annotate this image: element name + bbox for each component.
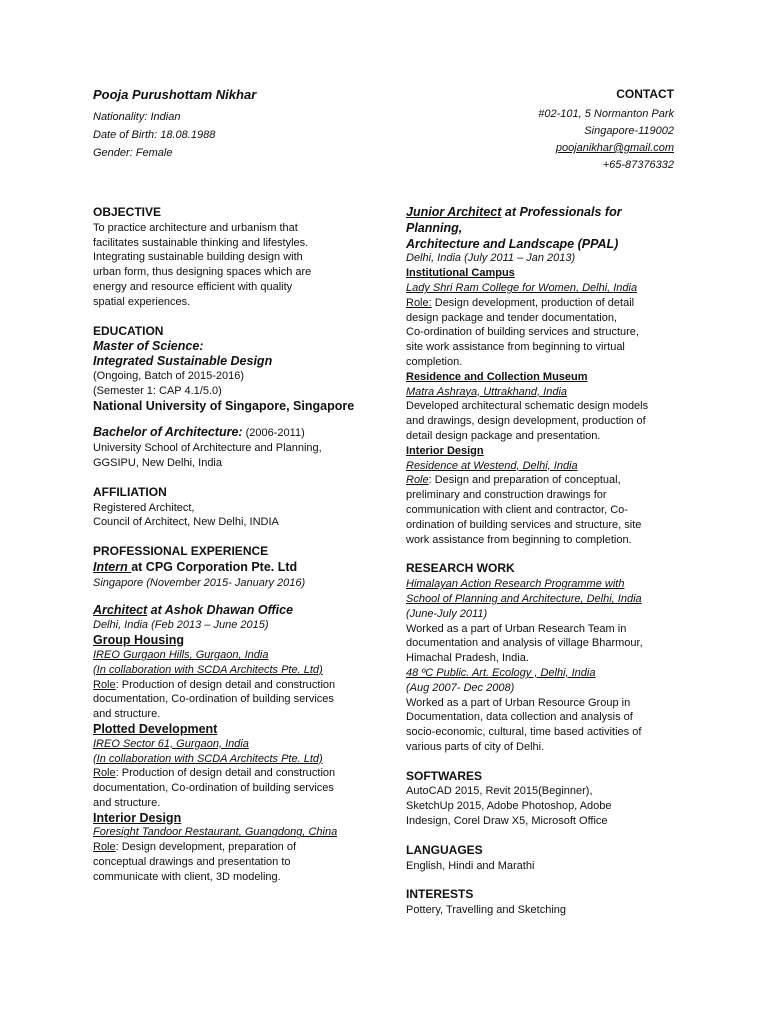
languages-text: English, Hindi and Marathi — [406, 859, 535, 872]
architect-location: Delhi, India (Feb 2013 – June 2015) — [93, 619, 269, 632]
group-housing-collab: (In collaboration with SCDA Architects Pte. Ltd) — [93, 663, 323, 676]
email-link[interactable]: poojanikhar@gmail.com — [555, 142, 674, 154]
bachelors-school: University School of Architecture and Planning, — [93, 442, 322, 455]
role-text: : Production of design detail and construction — [115, 678, 336, 691]
objective-line: energy and resource efficient with quality — [93, 280, 293, 293]
role-text: documentation, Co-ordination of building services — [93, 782, 334, 795]
objective-line: spatial experiences. — [93, 295, 191, 308]
research-desc-1: Himachal Pradesh, India. — [406, 652, 529, 665]
interior-design-title: Interior Design — [406, 444, 484, 457]
role-text: site work assistance from beginning to virtual — [406, 341, 625, 354]
institutional-project: Lady Shri Ram College for Women, Delhi, India — [406, 281, 638, 294]
softwares-line: Indesign, Corel Draw X5, Microsoft Office — [406, 815, 608, 828]
museum-title: Residence and Collection Museum — [406, 370, 588, 383]
role-text: communication with client and contractor, Co- — [406, 503, 628, 516]
phone-number: +65-87376332 — [602, 159, 674, 171]
junior-company: at Professionals for Planning, — [406, 205, 622, 235]
role-text: completion. — [406, 355, 463, 368]
role-label: Role — [406, 474, 429, 487]
role-text: communicate with client, 3D modeling. — [93, 870, 281, 883]
research-desc-2: Worked as a part of Urban Resource Group in — [406, 696, 631, 709]
research-project-2: 48 ºC Public. Art. Ecology , Delhi, India — [406, 666, 596, 679]
role-label: Role — [93, 767, 116, 780]
education-heading: EDUCATION — [93, 323, 164, 338]
masters-batch: (Ongoing, Batch of 2015-2016) — [93, 369, 245, 382]
date-of-birth: Date of Birth: 18.08.1988 — [93, 129, 216, 141]
research-desc-1: documentation and analysis of village Bharmour, — [406, 637, 643, 650]
role-text: and structure. — [93, 708, 161, 721]
left-column — [93, 205, 363, 885]
group-housing-project: IREO Gurgaon Hills, Gurgaon, India — [93, 648, 269, 661]
intern-role: Intern — [93, 559, 132, 574]
contact-heading: CONTACT — [616, 87, 674, 101]
objective-line: urban form, thus designing spaces which are — [93, 266, 312, 279]
bachelors-degree: Bachelor of Architecture: — [93, 425, 243, 440]
role-label: Role — [93, 841, 116, 854]
objective-heading: OBJECTIVE — [93, 205, 162, 219]
group-housing-title: Group Housing — [93, 633, 184, 648]
museum-desc: Developed architectural schematic design models — [406, 400, 649, 413]
address-line-2: Singapore-119002 — [584, 125, 674, 137]
affiliation-line: Council of Architect, New Delhi, INDIA — [93, 516, 279, 529]
contact-block — [354, 87, 674, 174]
research-date-2: (Aug 2007- Dec 2008) — [406, 681, 515, 694]
role-text: preliminary and construction drawings for — [406, 489, 607, 502]
nationality: Nationality: Indian — [93, 111, 181, 123]
interior-project: Foresight Tandoor Restaurant, Guangdong, China — [93, 826, 338, 839]
research-desc-2: Documentation, data collection and analysis of — [406, 711, 633, 724]
objective-line: facilitates sustainable thinking and lifestyles. — [93, 236, 309, 249]
role-label: Role — [93, 678, 116, 691]
right-column — [406, 205, 678, 918]
architect-role: Architect — [93, 602, 148, 617]
objective-line: To practice architecture and urbanism that — [93, 221, 298, 234]
masters-school: National University of Singapore, Singapore — [93, 398, 355, 413]
museum-desc: and drawings, design development, production of — [406, 415, 646, 428]
address-line-1: #02-101, 5 Normanton Park — [538, 108, 674, 120]
plotted-project: IREO Sector 61, Gurgaon, India — [93, 737, 249, 750]
masters-semester: (Semester 1: CAP 4.1/5.0) — [93, 384, 222, 397]
softwares-line: SketchUp 2015, Adobe Photoshop, Adobe — [406, 800, 612, 813]
softwares-line: AutoCAD 2015, Revit 2015(Beginner), — [406, 785, 593, 798]
masters-degree: Master of Science: — [93, 339, 204, 354]
bachelors-school: GGSIPU, New Delhi, India — [93, 456, 222, 469]
affiliation-heading: AFFILIATION — [93, 484, 167, 499]
museum-desc: detail design package and presentation. — [406, 429, 601, 442]
interior-project: Residence at Westend, Delhi, India — [406, 459, 578, 472]
role-text: Design development, production of detail — [431, 296, 635, 309]
research-project-1: School of Planning and Architecture, Delhi, India — [406, 592, 642, 605]
role-text: documentation, Co-ordination of building services — [93, 693, 334, 706]
role-text: work assistance from beginning to completion. — [406, 533, 632, 546]
languages-heading: LANGUAGES — [406, 842, 483, 857]
affiliation-line: Registered Architect, — [93, 501, 195, 514]
softwares-heading: SOFTWARES — [406, 768, 483, 783]
junior-location: Delhi, India (July 2011 – Jan 2013) — [406, 252, 576, 265]
bachelors-years: (2006-2011) — [242, 427, 305, 440]
experience-heading: PROFESSIONAL EXPERIENCE — [93, 544, 269, 559]
role-label: Role: — [406, 296, 432, 309]
interests-heading: INTERESTS — [406, 887, 474, 902]
plotted-collab: (In collaboration with SCDA Architects Pte. Ltd) — [93, 752, 323, 765]
plotted-development-title: Plotted Development — [93, 721, 218, 736]
role-text: Co-ordination of building services and structure, — [406, 326, 639, 339]
interests-text: Pottery, Travelling and Sketching — [406, 904, 566, 917]
junior-company: Architecture and Landscape (PPAL) — [406, 236, 619, 251]
role-text: : Design development, preparation of — [115, 841, 297, 854]
objective-line: Integrating sustainable building design with — [93, 251, 303, 264]
research-heading: RESEARCH WORK — [406, 561, 515, 576]
research-project-1: Himalayan Action Research Programme with — [406, 578, 625, 591]
intern-location: Singapore (November 2015- January 2016) — [93, 576, 306, 589]
role-text: : Design and preparation of conceptual, — [428, 474, 621, 487]
research-date-1: (June-July 2011) — [406, 607, 488, 620]
candidate-name: Pooja Purushottam Nikhar — [93, 87, 257, 102]
junior-architect-role: Junior Architect — [406, 205, 502, 219]
role-text: and structure. — [93, 796, 161, 809]
architect-company: at Ashok Dhawan Office — [147, 602, 294, 617]
role-text: conceptual drawings and presentation to — [93, 856, 291, 869]
role-text: ordination of building services and structure, site — [406, 518, 642, 531]
museum-project: Matra Ashraya, Uttrakhand, India — [406, 385, 568, 398]
research-desc-2: socio-economic, cultural, time based activities of — [406, 726, 642, 739]
role-text: : Production of design detail and construction — [115, 767, 336, 780]
research-desc-1: Worked as a part of Urban Research Team in — [406, 622, 627, 635]
institutional-campus-title: Institutional Campus — [406, 267, 515, 280]
research-desc-2: various parts of city of Delhi. — [406, 740, 545, 753]
masters-field: Integrated Sustainable Design — [93, 354, 273, 369]
interior-design-title: Interior Design — [93, 810, 182, 825]
role-text: design package and tender documentation, — [406, 311, 617, 324]
intern-company: at CPG Corporation Pte. Ltd — [131, 559, 298, 574]
gender: Gender: Female — [93, 147, 173, 159]
